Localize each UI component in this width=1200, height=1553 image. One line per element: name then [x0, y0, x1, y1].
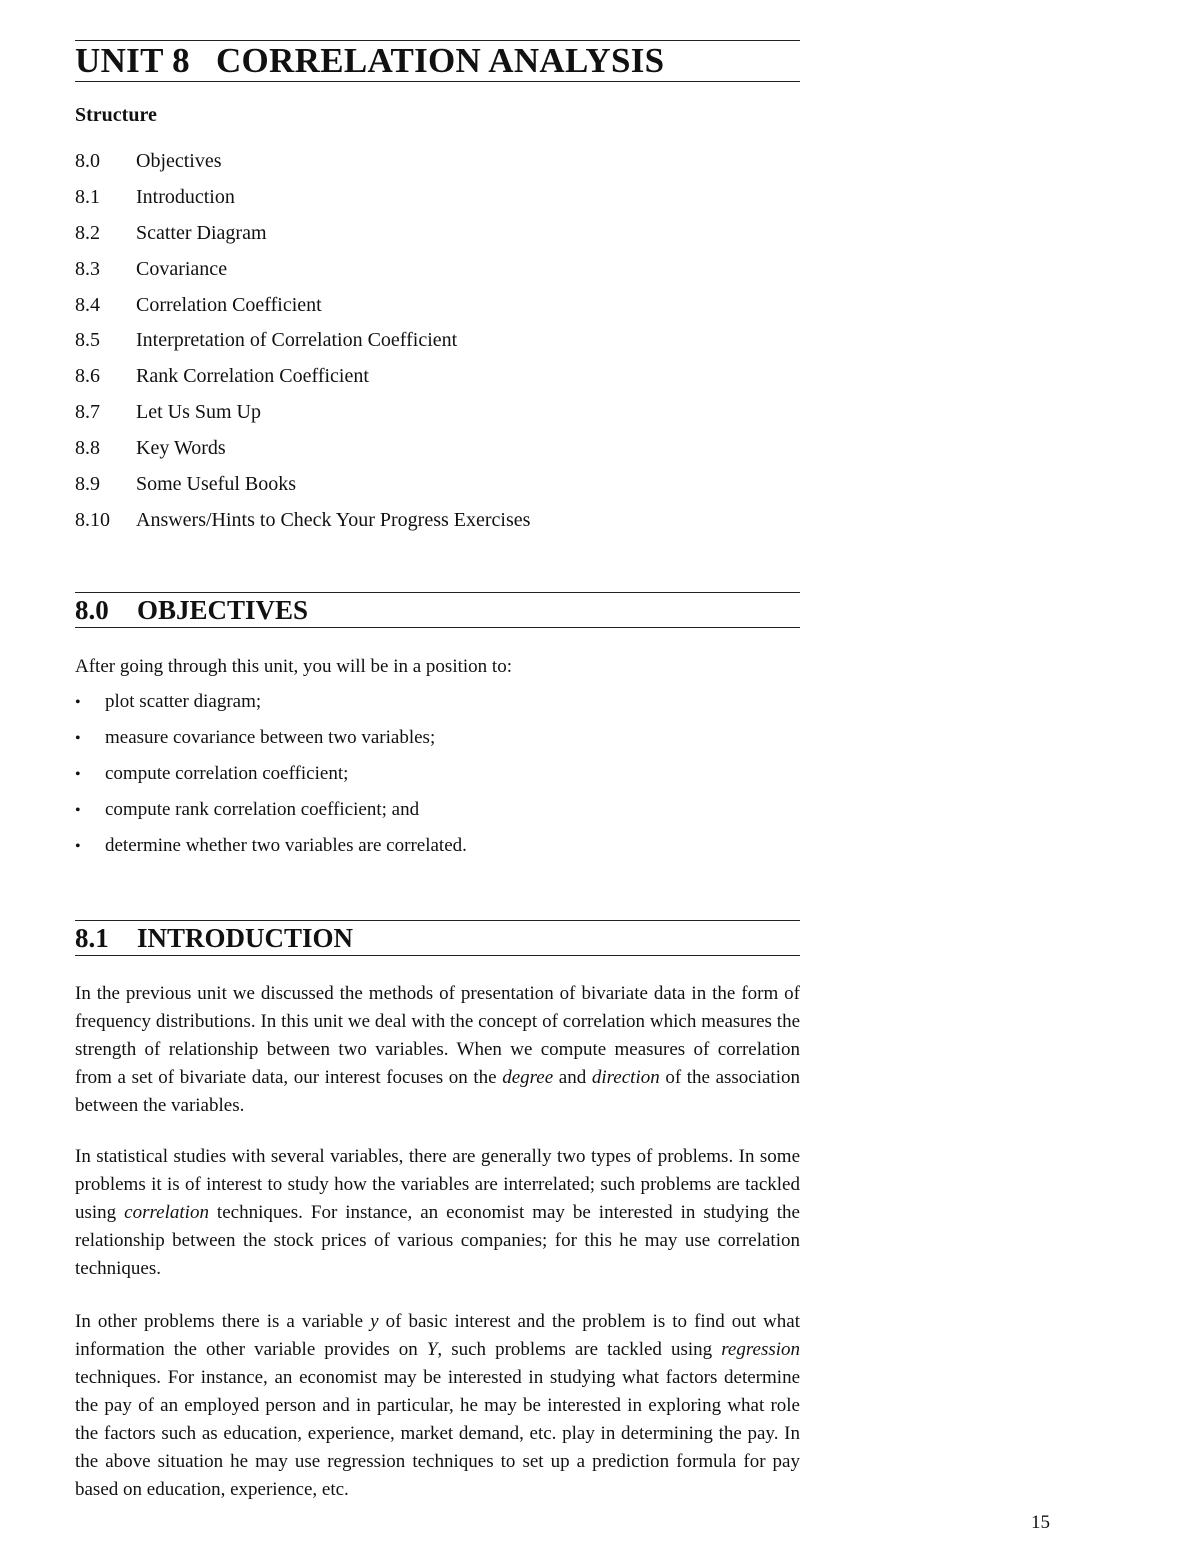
- bullet-icon: •: [75, 730, 81, 747]
- bullet-text: compute correlation coefficient;: [105, 763, 349, 784]
- introduction-paragraph-3: In other problems there is a variable y of basic interest and the problem is to find out what information the other variable provides on Y, such problems are tackled using regression techniques. For instance, an economist may be interested in studying what factors determine the pay of an employed person and in particular, he may be interested in exploring what role the factors such as education, experience, market demand, etc. play in determining the pay. In the above situation he may use regression techniques to set up a prediction formula for pay based on education, experience, etc.: [75, 1311, 801, 1500]
- toc-item: [75, 436, 530, 472]
- introduction-paragraph-1: In the previous unit we discussed the methods of presentation of bivariate data in the form of frequency distributions. In this unit we deal with the concept of correlation which measures the strength of relationship between two variables. When we compute measures of correlation from a set of bivariate data, our interest focuses on the degree and direction of the association between the variables.: [75, 983, 800, 1116]
- toc-item: [75, 328, 530, 364]
- toc-label: Correlation Coefficient: [136, 293, 322, 316]
- toc-number: 8.9: [75, 473, 100, 496]
- toc-label: Interpretation of Correlation Coefficient: [136, 329, 458, 352]
- toc-item: [75, 149, 530, 185]
- toc-label: Rank Correlation Coefficient: [136, 365, 369, 388]
- toc-item: [75, 364, 530, 400]
- toc-number: 8.8: [75, 437, 100, 460]
- bullet-item: [75, 834, 467, 870]
- bullet-item: [75, 690, 467, 726]
- toc-number: 8.5: [75, 329, 100, 352]
- toc-number: 8.1: [75, 185, 100, 208]
- objectives-heading: [75, 592, 800, 628]
- bullet-icon: •: [75, 766, 81, 783]
- section-title: OBJECTIVES: [137, 595, 309, 625]
- bullet-icon: •: [75, 802, 81, 819]
- bullet-text: compute rank correlation coefficient; and: [105, 799, 420, 820]
- toc-label: Objectives: [136, 150, 222, 172]
- section-title: INTRODUCTION: [137, 923, 354, 953]
- unit-number: UNIT 8: [75, 41, 190, 80]
- section-number: 8.0: [75, 595, 109, 625]
- toc-item: [75, 221, 530, 257]
- toc-label: Answers/Hints to Check Your Progress Exercises: [136, 508, 531, 531]
- toc-item: [75, 508, 530, 544]
- section-number: 8.1: [75, 923, 109, 953]
- bullet-item: [75, 798, 467, 834]
- toc-number: 8.6: [75, 365, 100, 388]
- toc-number: 8.7: [75, 401, 100, 424]
- toc-item: [75, 185, 530, 221]
- toc-label: Scatter Diagram: [136, 221, 267, 244]
- toc-item: [75, 472, 530, 508]
- unit-title-text: CORRELATION ANALYSIS: [215, 41, 665, 80]
- objectives-intro: After going through this unit, you will be in a position to:: [75, 656, 512, 677]
- toc-label: Covariance: [136, 257, 228, 280]
- bullet-text: determine whether two variables are correlated.: [105, 835, 467, 856]
- structure-heading: Structure: [75, 104, 157, 126]
- bullet-text: measure covariance between two variables;: [105, 727, 436, 748]
- toc-number: 8.2: [75, 221, 100, 244]
- toc-label: Key Words: [136, 437, 226, 460]
- bullet-item: [75, 726, 467, 762]
- toc-item: [75, 257, 530, 293]
- toc-label: Introduction: [136, 185, 235, 208]
- toc-item: [75, 400, 530, 436]
- unit-title: [75, 40, 800, 82]
- introduction-heading: [75, 920, 800, 956]
- bullet-icon: •: [75, 694, 81, 711]
- toc-number: 8.3: [75, 257, 100, 280]
- toc-label: Some Useful Books: [136, 473, 296, 496]
- bullet-text: plot scatter diagram;: [105, 691, 262, 712]
- bullet-item: [75, 762, 467, 798]
- structure-list: [75, 149, 530, 544]
- toc-label: Let Us Sum Up: [136, 401, 261, 424]
- toc-item: [75, 293, 530, 329]
- objectives-list: [75, 690, 467, 870]
- page-number: 15: [1031, 1512, 1050, 1533]
- toc-number: 8.4: [75, 293, 100, 316]
- toc-number: 8.0: [75, 150, 100, 172]
- toc-number: 8.10: [75, 508, 110, 531]
- introduction-paragraph-2: In statistical studies with several variables, there are generally two types of problems. In some problems it is of interest to study how the variables are interrelated; such problems are tackled using correlation techniques. For instance, an economist may be interested in studying the relationship between the stock prices of various companies; for this he may use correlation techniques.: [75, 1146, 800, 1279]
- bullet-icon: •: [75, 838, 81, 855]
